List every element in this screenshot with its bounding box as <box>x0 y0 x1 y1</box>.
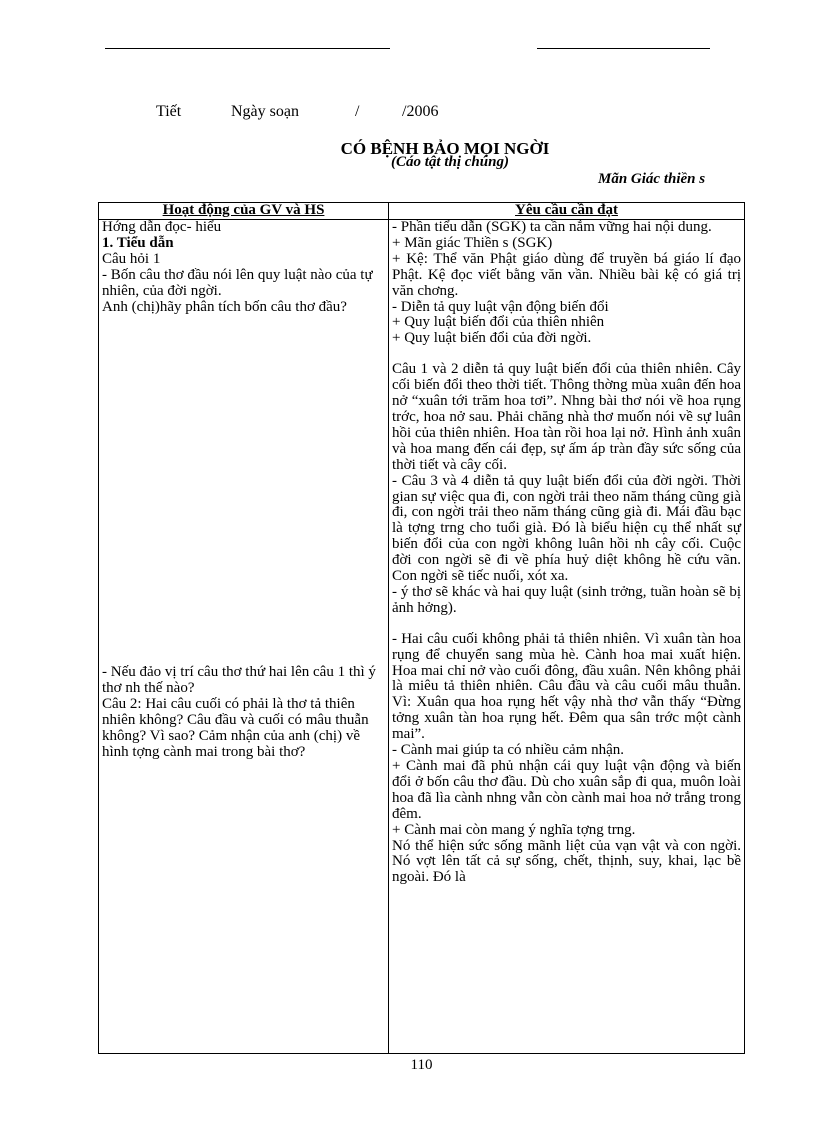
left-line: - Bốn câu thơ đầu nói lên quy luật nào của tự nhiên, của đời ngời. <box>102 266 373 299</box>
right-line: - ý thơ sẽ khác và hai quy luật (sinh trởng, tuần hoàn sẽ bị ảnh hởng). <box>392 583 741 616</box>
right-line: Câu 1 và 2 diễn tả quy luật biến đổi của thiên nhiên. Cây cối biến đổi theo thời tiết. Thông thờng mùa xuân đến hoa nở “xuân tới trăm hoa tơi”. Nhng bài thơ nói về hoa rụng trớc, hoa nở sau. Phải chăng nhà thơ muốn nói về sự luân hồi của thiên nhiên. Hoa tàn rồi hoa lại nở. Hình ảnh xuân và hoa mang đến cái đẹp, sự ấm áp tràn đầy sức sống của thời tiết và cây cối. <box>392 361 741 473</box>
right-line: Nó thể hiện sức sống mãnh liệt của vạn vật và con ngời. Nó vợt lên tất cả sự sống, chết, thịnh, suy, khai, lạc bề ngoài. Đó là <box>392 837 741 886</box>
prep-date-label: Ngày soạn <box>231 103 299 120</box>
author-name: Mãn Giác thiền s <box>598 171 706 187</box>
page-title: CÓ BỆNH BẢO MỌI NGỜI <box>340 139 550 158</box>
left-line: Câu hỏi 1 <box>102 250 161 267</box>
page-number: 110 <box>410 1057 433 1073</box>
right-line: - Cành mai giúp ta có nhiều cảm nhận. <box>392 742 625 759</box>
right-line: - Hai câu cuối không phải tả thiên nhiên. Vì xuân tàn hoa rụng để chuyển sang mùa hè. Cành hoa mai xuất hiện. Hoa mai chỉ nở vào cuối đông, đầu xuân. Nên không phải là miêu tả thiên nhiên. Câu đầu và câu cuối mâu thuẫn. Vì: Xuân qua hoa rụng hết vậy nhà thơ vẫn thấy “Đừng tởng xuân tàn hoa rụng hết. Đêm qua sân trớc một cành mai”. <box>392 630 741 743</box>
right-line: + Cành mai đã phủ nhận cái quy luật vận động và biến đổi ở bốn câu thơ đầu. Dù cho xuân sắp đi qua, muôn loài hoa đã lìa cành nhng vẫn còn cành mai hoa nở trắng trong đêm. <box>392 758 741 822</box>
left-line: - Nếu đảo vị trí câu thơ thứ hai lên câu 1 thì ý thơ nh thế nào? <box>102 664 376 697</box>
header-rule-left <box>105 48 390 49</box>
section-heading: 1. Tiểu dẫn <box>102 234 174 251</box>
header-rule-right <box>537 48 710 49</box>
right-line: - Phần tiểu dẫn (SGK) ta cần nắm vững hai nội dung. <box>392 219 712 235</box>
left-line: Hớng dẫn đọc- hiểu <box>102 219 222 235</box>
lesson-table <box>98 202 745 1054</box>
col-header-requirements: Yêu cầu cần đạt <box>389 203 745 220</box>
left-line: Anh (chị)hãy phân tích bốn câu thơ đầu? <box>102 298 347 315</box>
col-header-activities: Hoạt động của GV và HS <box>99 203 389 220</box>
right-line: + Kệ: Thể văn Phật giáo dùng để truyền bá giáo lí đạo Phật. Kệ đọc viết bằng văn vần. Nhiều bài kệ có giá trị văn chơng. <box>392 250 741 299</box>
activities-cell <box>99 220 389 1054</box>
date-year: /2006 <box>402 103 439 120</box>
right-line: + Mãn giác Thiền s (SGK) <box>392 234 553 251</box>
lesson-label: Tiết <box>156 103 182 120</box>
right-line: - Diễn tả quy luật vận động biến đổi <box>392 298 609 315</box>
right-line: + Quy luật biến đổi của đời ngời. <box>392 330 592 347</box>
right-line: + Cành mai còn mang ý nghĩa tợng trng. <box>392 821 636 838</box>
right-line: - Câu 3 và 4 diễn tả quy luật biến đổi của đời ngời. Thời gian sự việc qua đi, con ngời trải theo năm tháng cũng già đi, con ngời trải theo năm tháng cũng già đi. Mái đầu bạc là tợng trng cho tuổi già. Đó là biểu hiện cụ thể nhất sự biến đổi của con ngời không luân hồi nh cây cối. Cuộc đời con ngời sẽ đi về phía huỷ diệt không hề cứu vãn. Con ngời sẽ tiếc nuối, xót xa. <box>392 472 741 585</box>
requirements-cell <box>389 220 745 1054</box>
date-slash: / <box>355 103 360 120</box>
right-line: + Quy luật biến đổi của thiên nhiên <box>392 314 605 331</box>
left-line: Câu 2: Hai câu cuối có phải là thơ tả thiên nhiên không? Câu đầu và cuối có mâu thuẫn không? Vì sao? Cảm nhận của anh (chị) về hình tợng cành mai trong bài thơ? <box>102 696 369 760</box>
page-subtitle: (Cáo tật thị chúng) <box>391 154 509 170</box>
